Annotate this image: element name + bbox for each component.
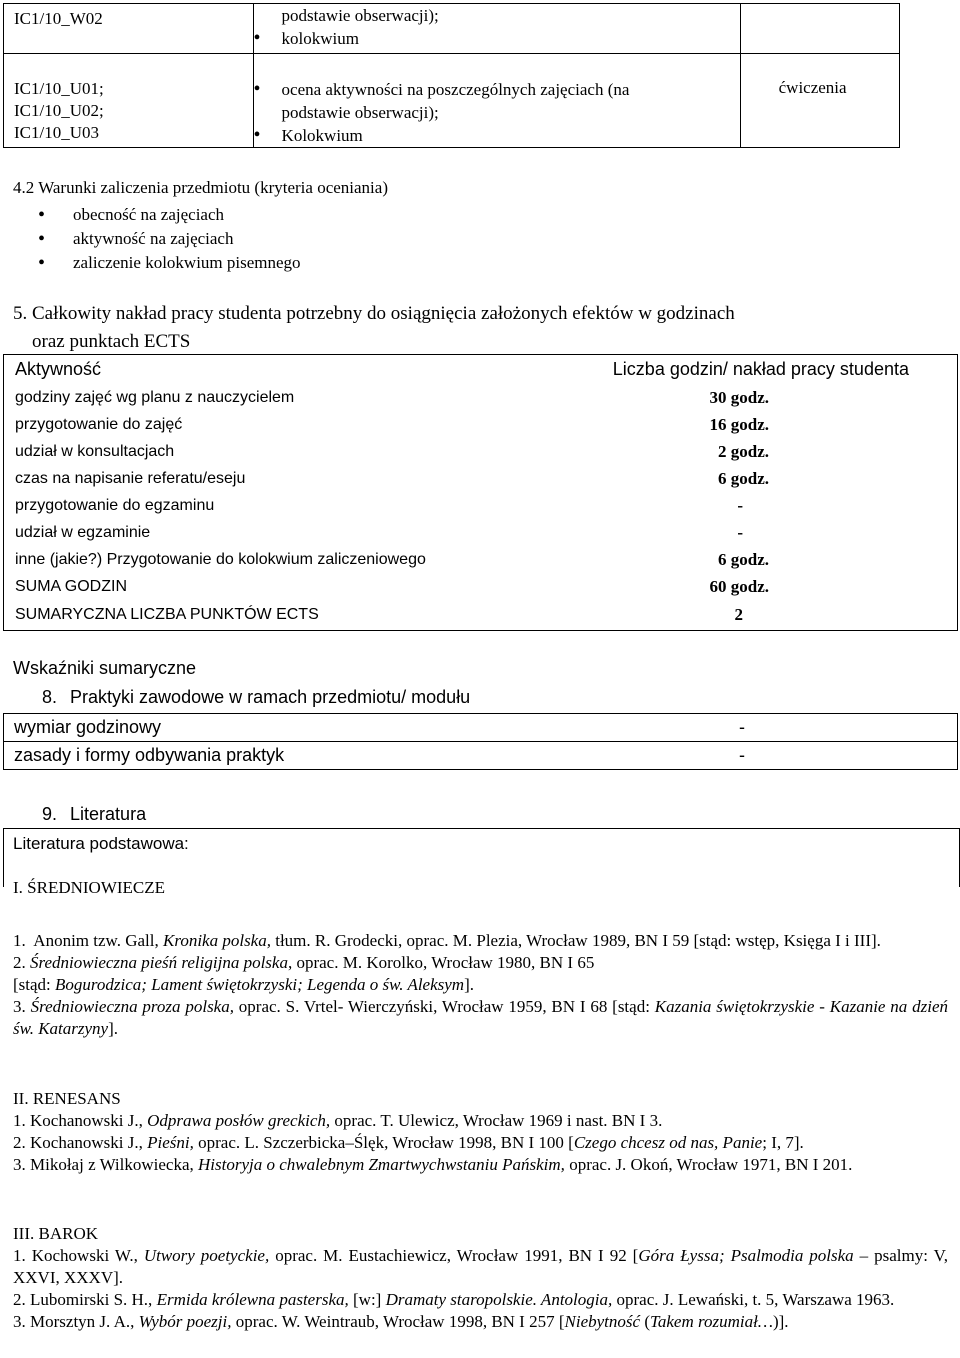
bib-entry: 1. Kochanowski J., Odprawa posłów greckich, oprac. T. Ulewicz, Wrocław 1969 i nast. BN I 3. bbox=[13, 1111, 663, 1130]
bib-entry: 1. Kochowski W., Utwory poetyckie, oprac. M. Eustachiewicz, Wrocław 1991, BN I 92 [Góra Łyssa; Psalmodia polska – psalmy: V, XXVI, XXXV]. bbox=[13, 1246, 948, 1287]
col-hours: Liczba godzin/ nakład pracy studenta bbox=[612, 359, 909, 380]
bib-baroque bbox=[13, 1245, 948, 1333]
bib-entry: 3. Mikołaj z Wilkowiecka, Historyja o chwalebnym Zmartwychwstaniu Pańskim, oprac. J. Okoń, Wrocław 1971, BN I 201. bbox=[13, 1155, 853, 1174]
bullet-icon bbox=[38, 203, 45, 228]
bullet-icon bbox=[254, 78, 261, 101]
workload-value: 6 godz. bbox=[718, 550, 769, 569]
methods-cell bbox=[253, 4, 740, 54]
bullet-icon bbox=[38, 227, 45, 252]
criteria-item: • aktywność na zajęciach bbox=[73, 227, 301, 251]
bullet-icon bbox=[38, 251, 45, 276]
workload-value: 30 godz. bbox=[709, 388, 769, 407]
workload-value: 60 godz. bbox=[709, 577, 769, 596]
workload-label: czas na napisanie referatu/eseju bbox=[15, 470, 246, 487]
workload-label: udział w egzaminie bbox=[15, 524, 151, 541]
workload-value: 6 godz. bbox=[718, 469, 769, 488]
criteria-item: • zaliczenie kolokwium pisemnego bbox=[73, 251, 301, 275]
bib-entry: 2. Kochanowski J., Pieśni, oprac. L. Szczerbicka–Ślęk, Wrocław 1998, BN I 100 [Czego chcesz od nas, Panie; I, 7]. bbox=[13, 1133, 804, 1152]
literature-basic-label: Literatura podstawowa: bbox=[13, 834, 189, 853]
practice-heading: 8. Praktyki zawodowe w ramach przedmiotu/ modułu bbox=[42, 687, 471, 707]
workload-label: przygotowanie do egzaminu bbox=[15, 497, 215, 514]
workload-label: udział w konsultacjach bbox=[15, 443, 175, 460]
form-cell bbox=[740, 4, 899, 54]
practice-label: zasady i formy odbywania praktyk bbox=[4, 742, 530, 770]
class-form: ćwiczenia bbox=[778, 78, 847, 97]
method-item: • kolokwium bbox=[254, 27, 740, 50]
workload-value: 16 godz. bbox=[709, 415, 769, 434]
effect-codes-cell bbox=[4, 54, 254, 148]
workload-value: 2 godz. bbox=[718, 442, 769, 461]
workload-value: - bbox=[737, 523, 743, 542]
section-medieval: I. ŚREDNIOWIECZE bbox=[13, 878, 166, 897]
literature-heading: 9. Literatura bbox=[42, 804, 147, 824]
bib-entry: 3. Średniowieczna proza polska, oprac. S. Vrtel- Wierczyński, Wrocław 1959, BN I 68 [stąd: Kazania świętokrzyskie - Kazanie na dzień św. Katarzyny]. bbox=[13, 997, 948, 1038]
bib-medieval bbox=[13, 930, 948, 1040]
bib-entry: 3. Morsztyn J. A., Wybór poezji, oprac. W. Weintraub, Wrocław 1998, BN I 257 [Niebytność (Takem rozumiał…)]. bbox=[13, 1312, 789, 1331]
bib-renaissance bbox=[13, 1110, 948, 1176]
practice-table bbox=[3, 713, 958, 770]
workload-label: przygotowanie do zajęć bbox=[15, 416, 183, 433]
method-item: podstawie obserwacji); bbox=[281, 103, 439, 122]
workload-value: - bbox=[737, 496, 743, 515]
bib-entry: 1. Anonim tzw. Gall, Kronika polska, tłum. R. Grodecki, oprac. M. Plezia, Wrocław 1989, BN I 59 [stąd: wstęp, Księga I i III]. bbox=[13, 931, 881, 950]
effect-code: IC1/10_W02 bbox=[14, 9, 103, 28]
practice-value: - bbox=[529, 714, 957, 742]
method-item: • Kolokwium bbox=[254, 124, 740, 147]
method-item: • ocena aktywności na poszczególnych zajęciach (na bbox=[254, 78, 740, 101]
workload-value: 2 bbox=[734, 605, 743, 625]
workload-table bbox=[3, 354, 958, 631]
effect-code-cell bbox=[4, 4, 254, 54]
method-item: podstawie obserwacji); bbox=[281, 6, 439, 25]
form-cell bbox=[740, 54, 899, 148]
workload-label: SUMA GODZIN bbox=[15, 578, 128, 595]
bib-entry: 2. Średniowieczna pieśń religijna polska, oprac. M. Korolko, Wrocław 1980, BN I 65 [stąd: Bogurodzica; Lament świętokrzyski; Legenda o św. Aleksym]. bbox=[13, 953, 595, 994]
section-renaissance: II. RENESANS bbox=[13, 1089, 121, 1108]
practice-label: wymiar godzinowy bbox=[4, 714, 530, 742]
col-activity: Aktywność bbox=[15, 359, 102, 380]
bullet-icon bbox=[254, 27, 261, 50]
effect-code: IC1/10_U03 bbox=[14, 123, 99, 142]
criteria-item: • obecność na zajęciach bbox=[73, 203, 301, 227]
indicators-heading: Wskaźniki sumaryczne bbox=[13, 658, 197, 678]
workload-label: godziny zajęć wg planu z nauczycielem bbox=[15, 389, 295, 406]
section-baroque: III. BAROK bbox=[13, 1224, 98, 1243]
bullet-icon bbox=[254, 124, 261, 147]
assessment-table bbox=[3, 3, 900, 148]
effect-code: IC1/10_U01; bbox=[14, 79, 104, 98]
workload-label: SUMARYCZNA LICZBA PUNKTÓW ECTS bbox=[15, 606, 319, 624]
workload-label: inne (jakie?) Przygotowanie do kolokwium zaliczeniowego bbox=[15, 551, 426, 568]
workload-heading: 5. Całkowity nakład pracy studenta potrzebny do osiągnięcia założonych efektów w godzinach oraz punktach ECTS bbox=[13, 303, 735, 352]
effect-code: IC1/10_U02; bbox=[14, 101, 104, 120]
criteria-heading: 4.2 Warunki zaliczenia przedmiotu (kryteria oceniania) bbox=[13, 178, 388, 197]
criteria-list bbox=[73, 203, 301, 275]
practice-value: - bbox=[529, 742, 957, 770]
methods-cell bbox=[253, 54, 740, 148]
bib-entry: 2. Lubomirski S. H., Ermida królewna pasterska, [w:] Dramaty staropolskie. Antologia, oprac. J. Lewański, t. 5, Warszawa 1963. bbox=[13, 1290, 895, 1309]
